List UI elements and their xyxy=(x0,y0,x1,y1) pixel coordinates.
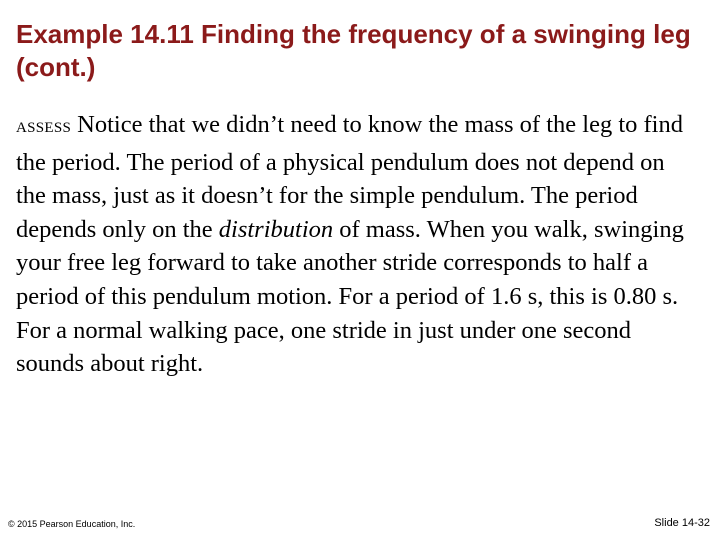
body-paragraph xyxy=(16,108,696,381)
body-text-part-2: of mass. When you walk, swinging your free leg forward to take another stride corresponds to half a period of this pendulum motion. For a period of 1.6 s, this is 0.80 s. For a normal walking pace, one stride in just under one second sounds about right. xyxy=(16,215,684,378)
body-text-part-1: Notice that we didn’t need to know the mass of the leg to find the period. The period of a physical pendulum does not depend on the mass, just as it doesn’t for the simple pendulum. The period depends only on the xyxy=(16,111,683,243)
assess-label: ASSESS xyxy=(16,120,72,136)
copyright-notice: © 2015 Pearson Education, Inc. xyxy=(8,519,136,529)
slide-number: Slide 14-32 xyxy=(654,517,710,529)
slide-title: Example 14.11 Finding the frequency of a swinging leg (cont.) xyxy=(16,19,691,82)
body-emphasis: distribution xyxy=(218,215,334,243)
